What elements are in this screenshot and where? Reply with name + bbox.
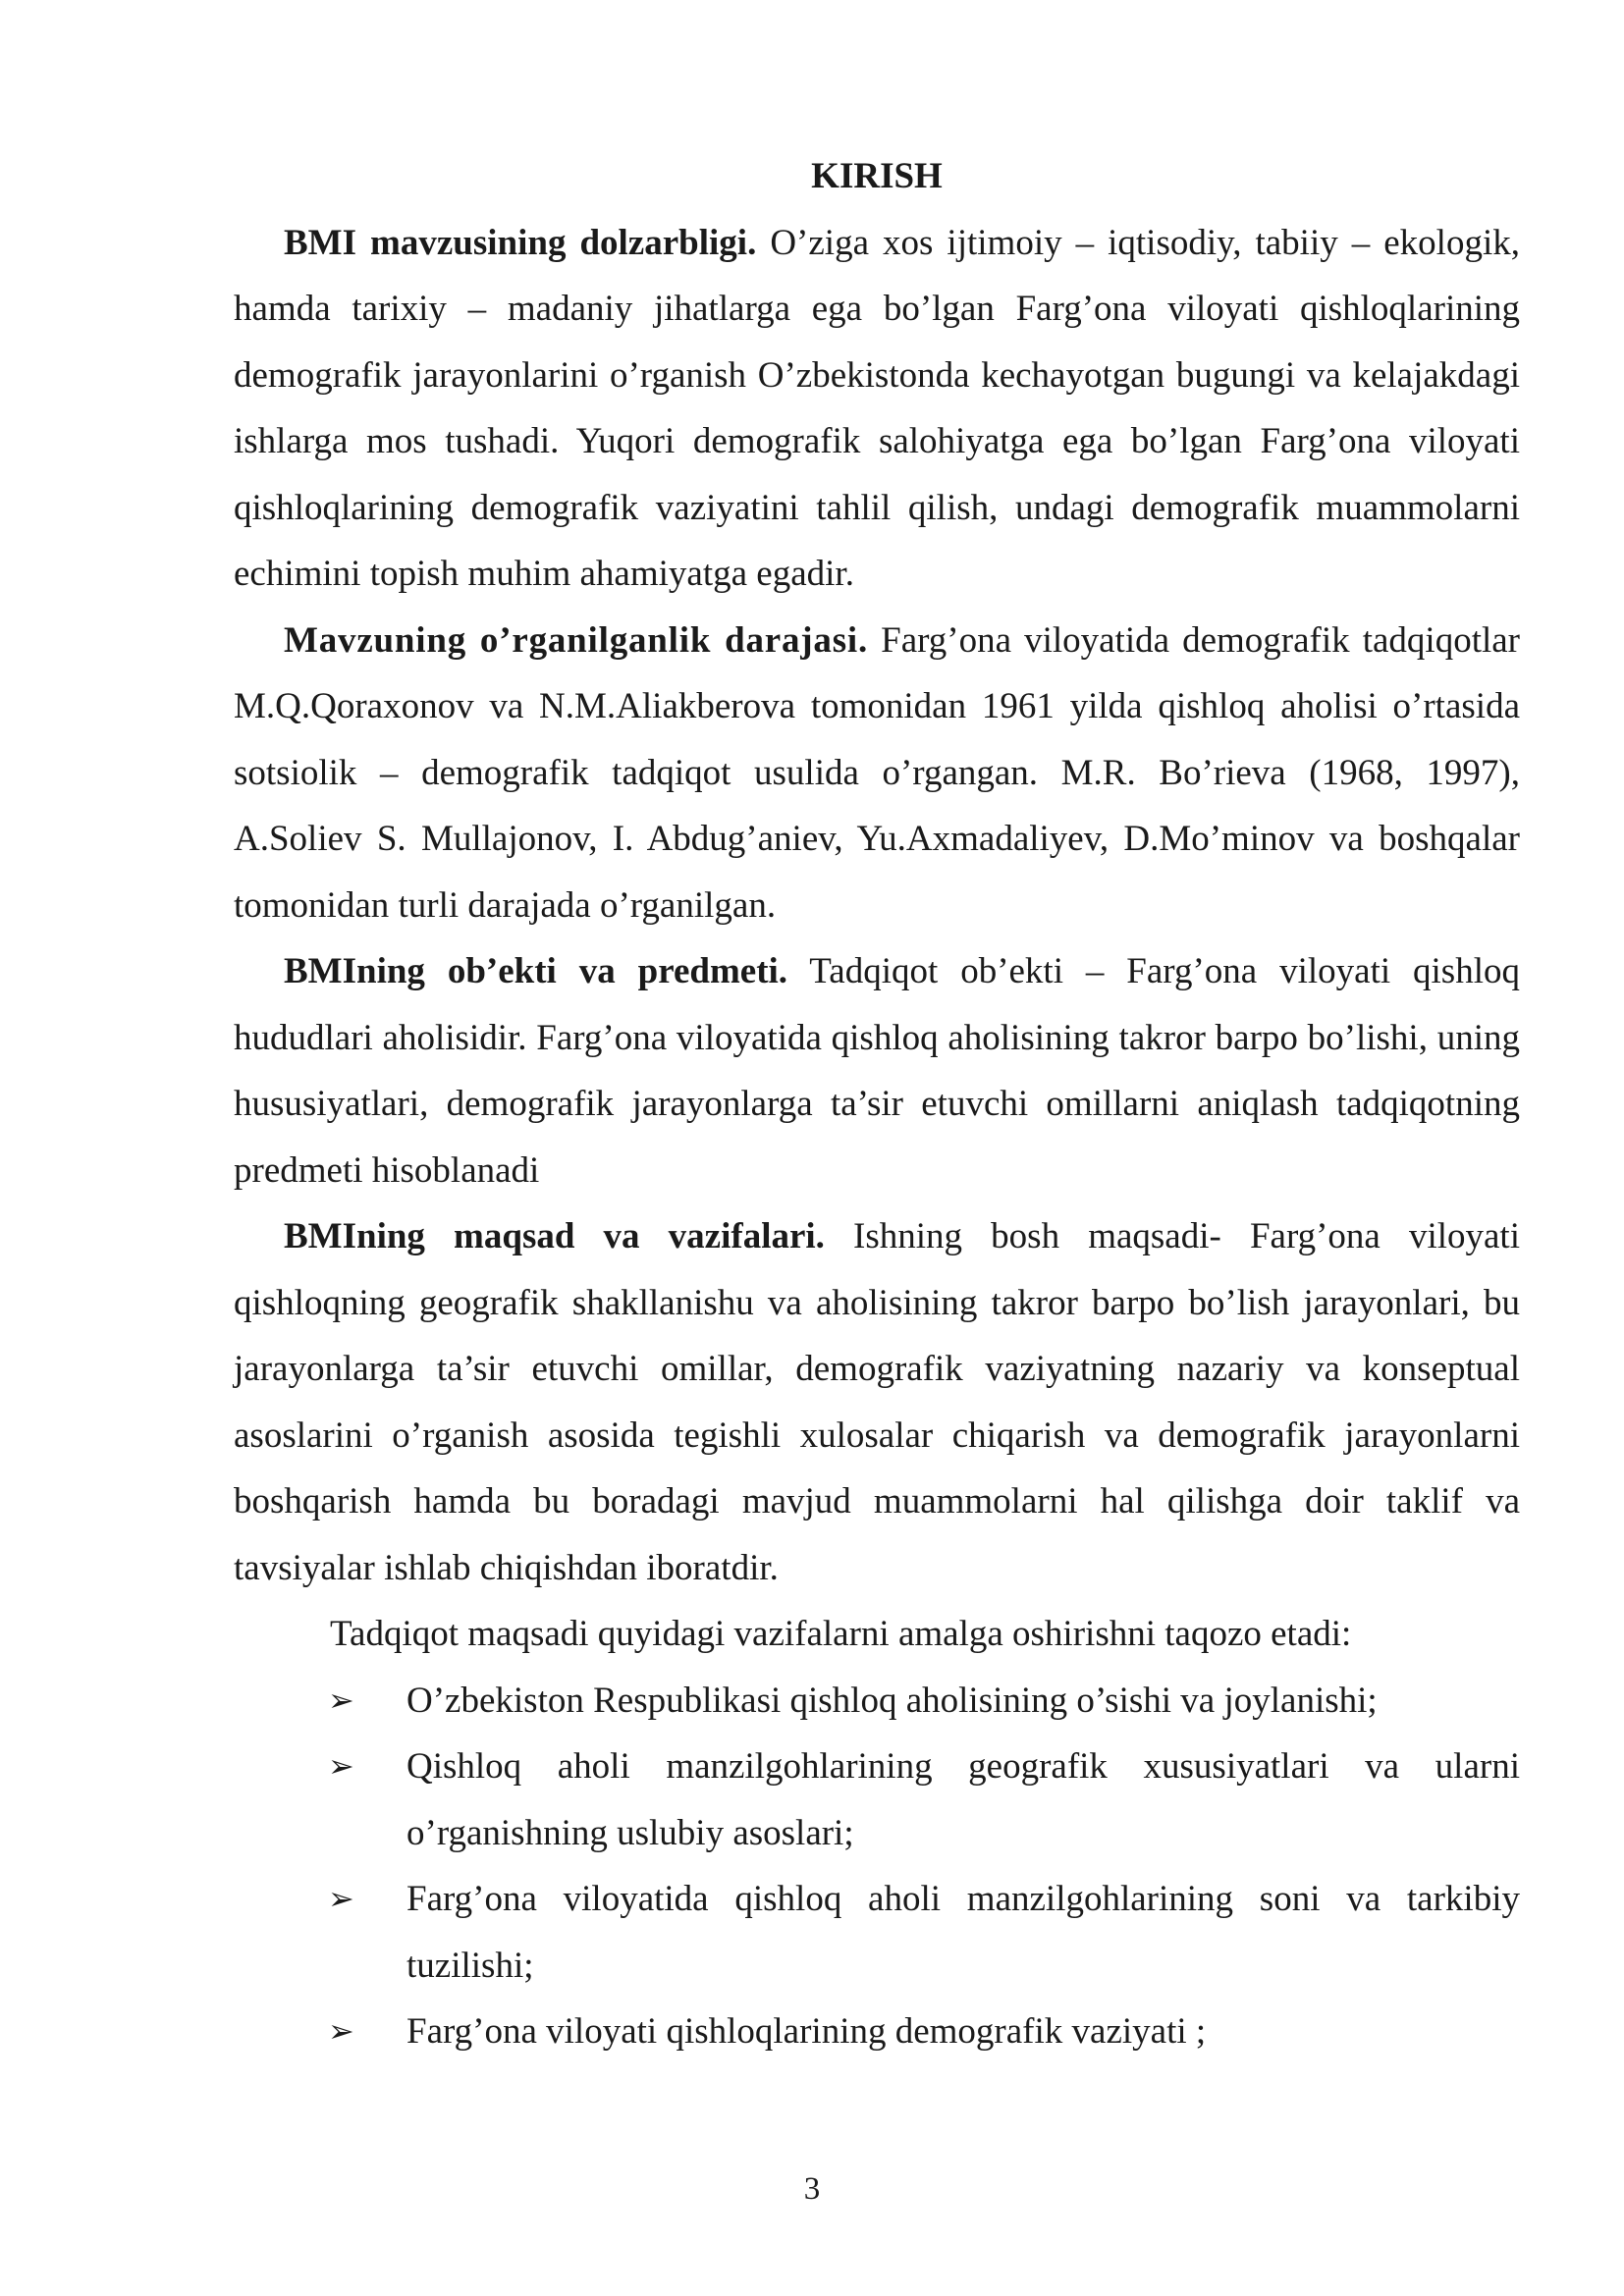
paragraph-text: Tadqiqot ob’ekti – Farg’ona viloyati qishloq hududlari aholisidir. Farg’ona viloyatida qishloq aholisining takror barpo bo’lishi, uning hususiyatlari, demografik jarayonlarga ta’sir etuvchi omillarni aniqlash tadqiqotning predmeti hisoblanadi	[234, 951, 1520, 1191]
page-number: 3	[803, 2171, 821, 2207]
arrow-bullet-icon: ➢	[328, 2012, 354, 2050]
list-intro: Tadqiqot maqsadi quyidagi vazifalarni amalga oshirishni taqozo etadi:	[330, 1614, 1352, 1654]
section-title: KIRISH	[811, 156, 943, 196]
page-content	[234, 143, 1520, 2065]
task-list	[234, 1668, 1520, 2065]
list-item-text: Qishloq aholi manzilgohlarining geografik xususiyatlari va ularni o’rganishning uslubiy asoslari;	[406, 1746, 1520, 1853]
list-item-text: Farg’ona viloyatida qishloq aholi manzilgohlarining soni va tarkibiy tuzilishi;	[406, 1879, 1520, 1986]
arrow-bullet-icon: ➢	[328, 1747, 354, 1785]
paragraph-study-level	[234, 608, 1520, 939]
paragraph-relevance	[234, 210, 1520, 608]
list-item	[234, 1668, 1520, 1735]
arrow-bullet-icon: ➢	[328, 1880, 354, 1917]
paragraph-lead: BMI mavzusining dolzarbligi.	[284, 222, 757, 263]
list-item-text: Farg’ona viloyati qishloqlarining demografik vaziyati ;	[406, 2011, 1207, 2052]
list-item	[234, 1999, 1520, 2065]
paragraph-lead: BMIning maqsad va vazifalari.	[284, 1216, 825, 1256]
paragraph-lead: Mavzuning o’rganilganlik darajasi.	[284, 619, 869, 661]
paragraph-object-subject	[234, 938, 1520, 1203]
arrow-bullet-icon: ➢	[328, 1681, 354, 1719]
paragraph-text: Farg’ona viloyatida demografik tadqiqotlar M.Q.Qoraxonov va N.M.Aliakberova tomonidan 1961 yilda qishloq aholisi o’rtasida sotsiolik – demografik tadqiqot usulida o’rgangan. M.R. Bo’rieva (1968, 1997), A.Soliev S. Mullajonov, I. Abdug’aniev, Yu.Axmadaliyev, D.Mo’minov va boshqalar tomonidan turli darajada o’rganilgan.	[234, 619, 1520, 926]
paragraph-text: O’ziga xos ijtimoiy – iqtisodiy, tabiiy – ekologik, hamda tarixiy – madaniy jihatlarga ega bo’lgan Farg’ona viloyati qishloqlarining demografik jarayonlarini o’rganish O’zbekistonda kechayotgan bugungi va kelajakdagi ishlarga mos tushadi. Yuqori demografik salohiyatga ega bo’lgan Farg’ona viloyati qishloqlarining demografik vaziyatini tahlil qilish, undagi demografik muammolarni echimini topish muhim ahamiyatga egadir.	[234, 222, 1520, 594]
paragraph-goals-tasks	[234, 1203, 1520, 1601]
list-item	[234, 1866, 1520, 1999]
paragraph-lead: BMIning ob’ekti va predmeti.	[284, 951, 788, 991]
list-item	[234, 1734, 1520, 1866]
paragraph-text: Ishning bosh maqsadi- Farg’ona viloyati qishloqning geografik shakllanishu va aholisining takror barpo bo’lish jarayonlari, bu jarayonlarga ta’sir etuvchi omillar, demografik vaziyatning nazariy va konseptual asoslarini o’rganish asosida tegishli xulosalar chiqarish va demografik jarayonlarni boshqarish hamda bu boradagi mavjud muammolarni hal qilishga doir taklif va tavsiyalar ishlab chiqishdan iboratdir.	[234, 1216, 1520, 1588]
list-item-text: O’zbekiston Respublikasi qishloq aholisining o’sishi va joylanishi;	[406, 1680, 1378, 1721]
